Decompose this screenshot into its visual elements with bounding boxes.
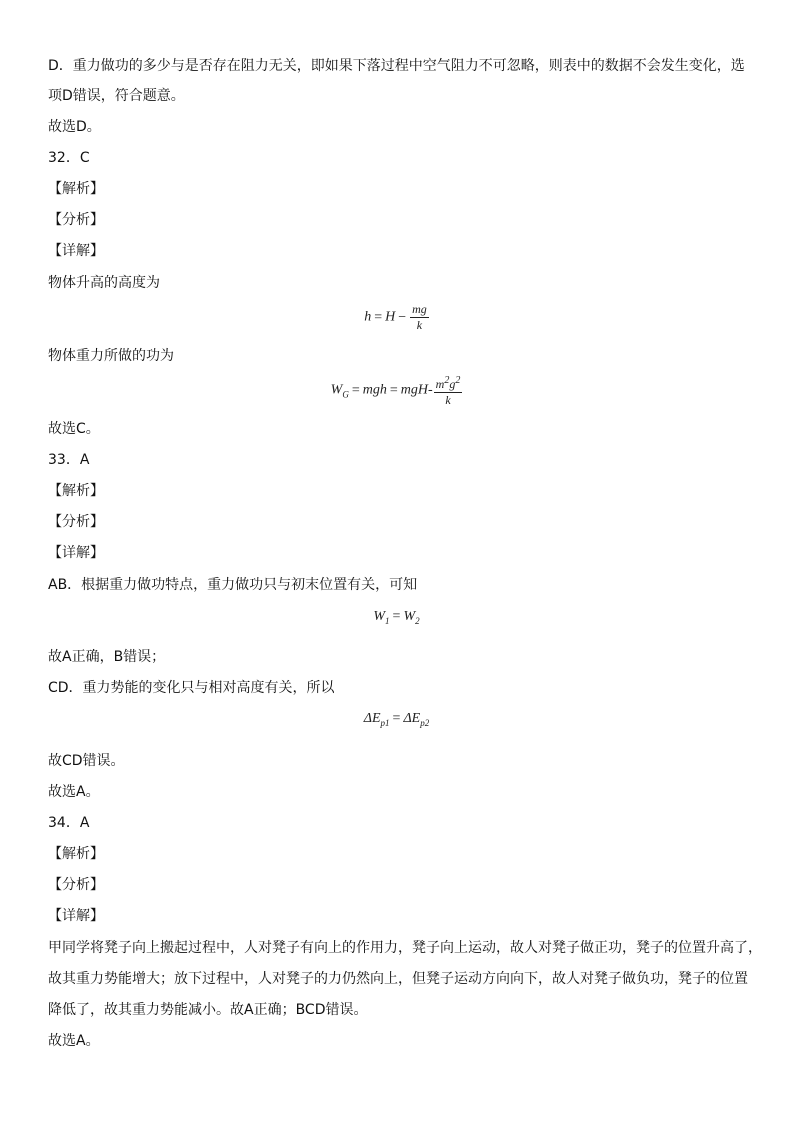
text-line: 故其重力势能增大；放下过程中，人对凳子的力仍然向上，但凳子运动方向向下，故人对凳子做负功，凳子的位置 (48, 971, 748, 987)
section-heading: 【解析】 (48, 483, 104, 499)
text-line: CD．重力势能的变化只与相对高度有关，所以 (48, 680, 335, 696)
section-heading: 【解析】 (48, 181, 104, 197)
text-line: 物体重力所做的功为 (48, 348, 174, 364)
text-line: 项D错误，符合题意。 (48, 88, 185, 104)
section-heading: 【详解】 (48, 243, 104, 259)
text-line: 故CD错误。 (48, 753, 125, 769)
section-heading: 【分析】 (48, 514, 104, 530)
section-heading: 【详解】 (48, 545, 104, 561)
text-line: 故选A。 (48, 784, 100, 800)
equation-energy-equal: $\Delta E_{p1} = \Delta E_{p2}$ (363, 711, 430, 728)
question-number: 34．A (48, 815, 90, 831)
text-line: 甲同学将凳子向上搬起过程中，人对凳子有向上的作用力，凳子向上运动，故人对凳子做正功，凳子的位置升高了， (48, 940, 762, 956)
section-heading: 【解析】 (48, 846, 104, 862)
text-line: AB．根据重力做功特点，重力做功只与初末位置有关，可知 (48, 577, 418, 593)
text-line: 降低了，故其重力势能减小。故A正确；BCD错误。 (48, 1002, 368, 1018)
question-number: 33．A (48, 452, 90, 468)
text-line: 故选C。 (48, 421, 100, 437)
equation-work-equal: $W_1 = W_2$ (373, 609, 420, 626)
text-line: D．重力做功的多少与是否存在阻力无关，即如果下落过程中空气阻力不可忽略，则表中的数据不会发生变化，选 (48, 58, 745, 74)
equation-work: $W_G$ = mgh = mgH- $\frac{m^2g^2}{k}$ (330, 375, 461, 407)
section-heading: 【详解】 (48, 908, 104, 924)
text-line: 物体升高的高度为 (48, 275, 160, 291)
text-line: 故选D。 (48, 119, 101, 135)
section-heading: 【分析】 (48, 877, 104, 893)
text-line: 故A正确，B错误； (48, 649, 166, 665)
question-number: 32．C (48, 150, 90, 166)
equation-height: h = H − $\frac{mg}{k}$ (364, 302, 427, 332)
text-line: 故选A。 (48, 1033, 100, 1049)
section-heading: 【分析】 (48, 212, 104, 228)
